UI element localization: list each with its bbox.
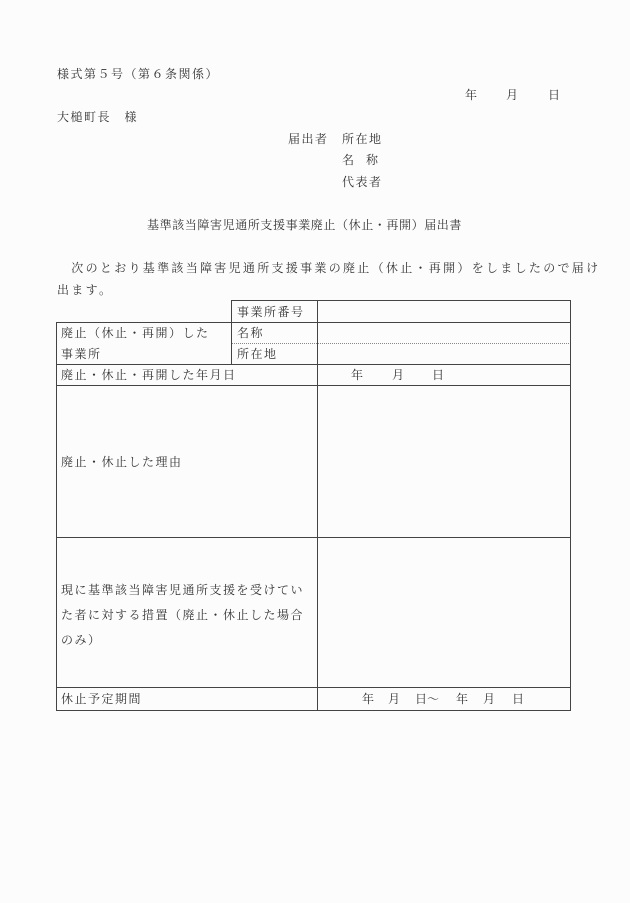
office-group-label-line1: 廃止（休止・再開）した [61, 326, 210, 340]
office-address-label: 所在地 [237, 347, 278, 361]
form-number: 様式第５号（第６条関係） [57, 67, 220, 81]
table-border-row5 [56, 537, 571, 538]
office-address-field[interactable] [319, 345, 569, 363]
submitter-representative-label: 代表者 [342, 175, 383, 189]
table-border-top-partial [231, 300, 571, 301]
suspension-period-label: 休止予定期間 [61, 692, 143, 706]
date-year-label: 年 [465, 88, 478, 102]
measures-label-line1: 現に基準該当障害児通所支援を受けてい [61, 583, 305, 597]
reason-field[interactable] [319, 387, 569, 536]
suspension-from-day: 日〜 [415, 692, 440, 706]
office-name-field[interactable] [319, 324, 569, 342]
suspension-to-month: 月 [483, 692, 496, 706]
office-name-label: 名称 [237, 326, 265, 340]
reason-label: 廃止・休止した理由 [61, 455, 183, 469]
date-day-label: 日 [548, 88, 561, 102]
table-border-row4 [56, 385, 571, 386]
suspension-from-month: 月 [388, 692, 401, 706]
date-row-month: 月 [392, 368, 405, 382]
table-border-bottom [56, 710, 571, 711]
measures-field[interactable] [319, 539, 569, 686]
office-group-label-line2: 事業所 [61, 347, 102, 361]
office-number-field[interactable] [319, 302, 569, 321]
table-border-inner-left [231, 300, 232, 364]
table-border-row6 [56, 687, 571, 688]
suspension-to-day: 日 [512, 692, 525, 706]
suspension-from-year: 年 [362, 692, 375, 706]
table-border-row3 [56, 364, 571, 365]
suspension-period-value[interactable] [319, 689, 569, 709]
document-title: 基準該当障害児通所支援事業廃止（休止・再開）届出書 [147, 218, 463, 232]
table-border-right [570, 300, 571, 711]
intro-text-line2: 出ます。 [57, 283, 114, 297]
measures-label-line2: た者に対する措置（廃止・休止した場合 [61, 608, 305, 622]
date-row-value[interactable] [319, 366, 569, 384]
date-row-label: 廃止・休止・再開した年月日 [61, 368, 237, 382]
submitter-label: 届出者 [288, 132, 329, 146]
measures-label [61, 578, 304, 653]
submitter-name-label: 名 称 [342, 153, 379, 167]
addressee: 大槌町長 様 [57, 110, 139, 124]
office-number-label: 事業所番号 [237, 305, 305, 319]
date-row-year: 年 [351, 368, 364, 382]
intro-text-line1: 次のとおり基準該当障害児通所支援事業の廃止（休止・再開）をしましたので届け [57, 261, 601, 275]
submitter-address-label: 所在地 [342, 132, 383, 146]
table-dotted-divider [231, 343, 571, 344]
measures-label-line3: のみ） [61, 633, 102, 647]
table-border-row1 [56, 322, 571, 323]
table-border-left [56, 322, 57, 711]
table-border-inner-right [317, 300, 318, 710]
date-row-day: 日 [432, 368, 445, 382]
date-month-label: 月 [506, 88, 519, 102]
suspension-to-year: 年 [456, 692, 469, 706]
